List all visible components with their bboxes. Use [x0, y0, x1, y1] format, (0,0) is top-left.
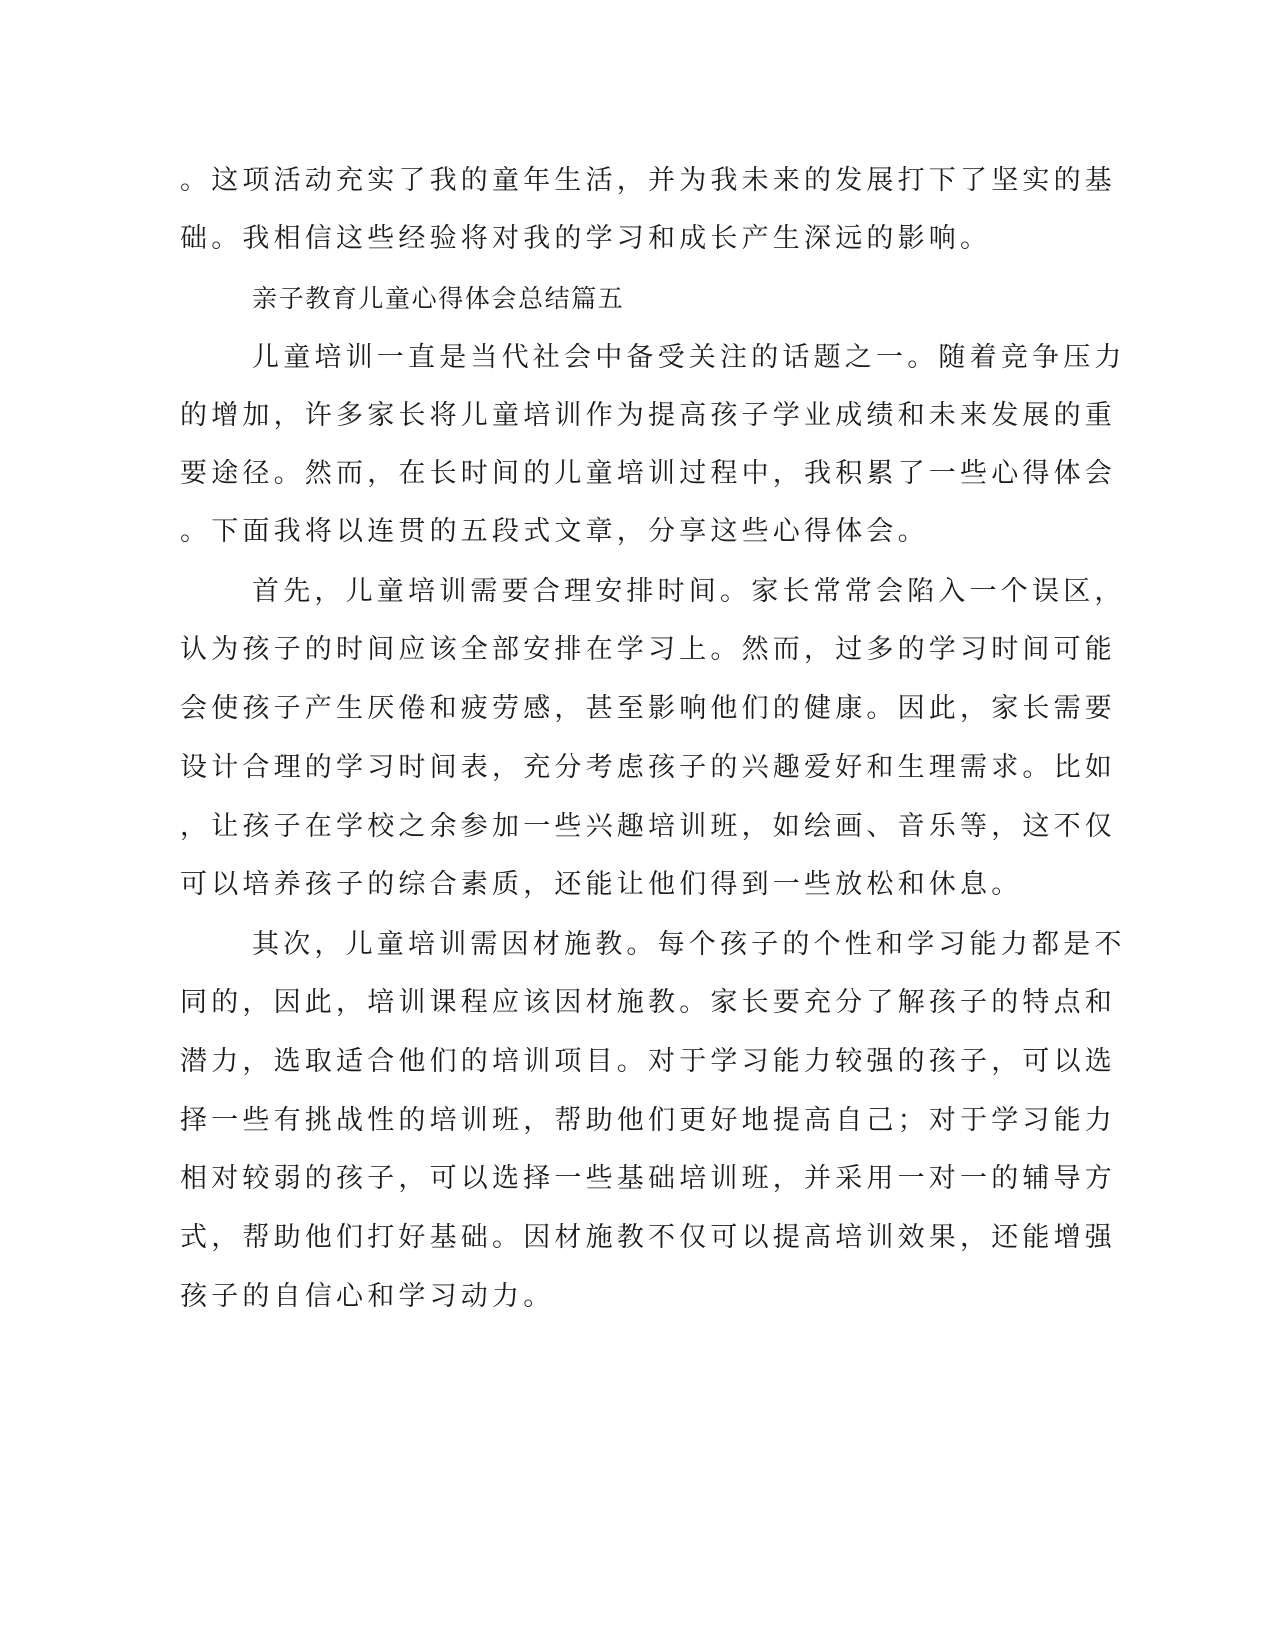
paragraph-line: 会使孩子产生厌倦和疲劳感，甚至影响他们的健康。因此，家长需要: [180, 693, 1116, 724]
paragraph-line: 潜力，选取适合他们的培训项目。对于学习能力较强的孩子，可以选: [180, 1046, 1116, 1077]
paragraph-line: 设计合理的学习时间表，充分考虑孩子的兴趣爱好和生理需求。比如: [180, 752, 1116, 783]
paragraph-line: 择一些有挑战性的培训班，帮助他们更好地提高自己；对于学习能力: [180, 1105, 1116, 1136]
paragraph-line: 其次，儿童培训需因材施教。每个孩子的个性和学习能力都是不: [252, 929, 1126, 960]
paragraph-line: ，让孩子在学校之余参加一些兴趣培训班，如绘画、音乐等，这不仅: [180, 811, 1116, 842]
paragraph-line: 相对较弱的孩子，可以选择一些基础培训班，并采用一对一的辅导方: [180, 1163, 1116, 1194]
paragraph-line: 儿童培训一直是当代社会中备受关注的话题之一。随着竞争压力: [252, 342, 1126, 373]
paragraph-line: 。这项活动充实了我的童年生活，并为我未来的发展打下了坚实的基: [180, 165, 1116, 196]
paragraph-line: 首先，儿童培训需要合理安排时间。家长常常会陷入一个误区，: [252, 576, 1126, 607]
section-heading: 亲子教育儿童心得体会总结篇五: [252, 284, 625, 313]
paragraph-line: 可以培养孩子的综合素质，还能让他们得到一些放松和休息。: [180, 869, 1023, 900]
paragraph-line: 孩子的自信心和学习动力。: [180, 1281, 555, 1312]
paragraph-line: 要途径。然而，在长时间的儿童培训过程中，我积累了一些心得体会: [180, 458, 1116, 489]
paragraph-line: 认为孩子的时间应该全部安排在学习上。然而，过多的学习时间可能: [180, 634, 1116, 665]
paragraph-line: 式，帮助他们打好基础。因材施教不仅可以提高培训效果，还能增强: [180, 1222, 1116, 1253]
paragraph-line: 础。我相信这些经验将对我的学习和成长产生深远的影响。: [180, 223, 992, 254]
paragraph-line: 。下面我将以连贯的五段式文章，分享这些心得体会。: [180, 516, 929, 547]
paragraph-line: 的增加，许多家长将儿童培训作为提高孩子学业成绩和未来发展的重: [180, 400, 1116, 431]
paragraph-line: 同的，因此，培训课程应该因材施教。家长要充分了解孩子的特点和: [180, 987, 1116, 1018]
